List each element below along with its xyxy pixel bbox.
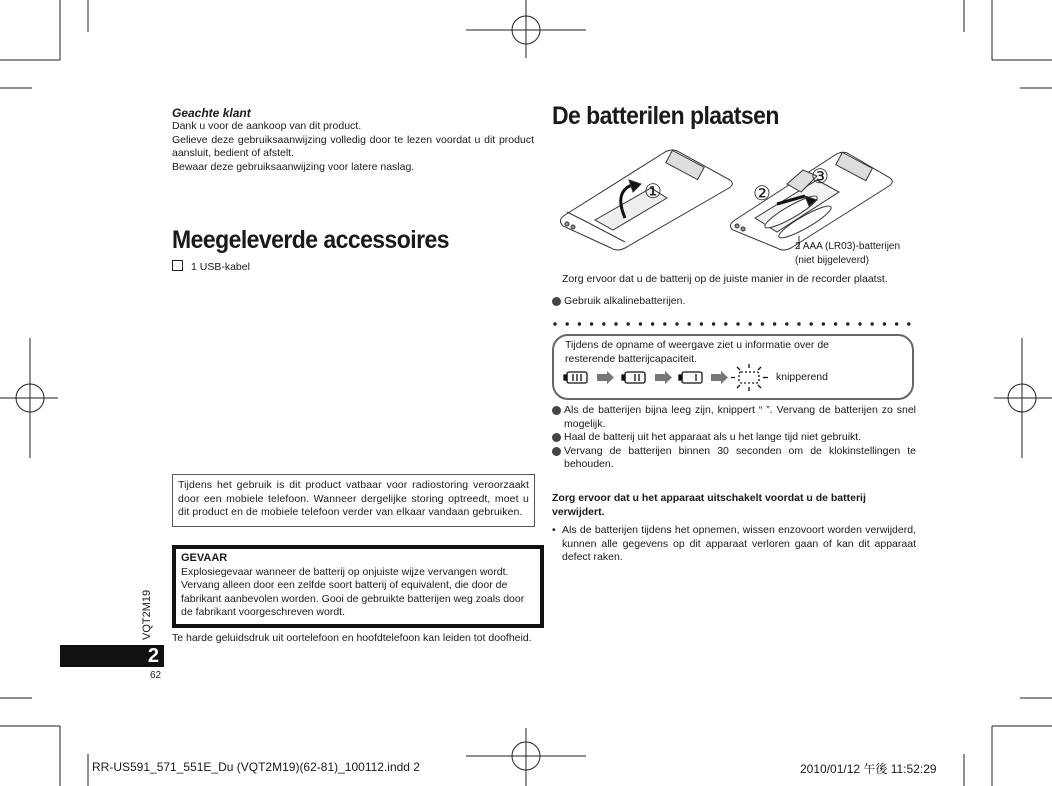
power-off-heading: Zorg ervoor dat u het apparaat uitschakelt voordat u de batterij verwijdert.	[552, 492, 866, 518]
power-off-warning	[552, 492, 916, 565]
tip-remove-battery-text: Haal de batterij uit het apparaat als u het lange tijd niet gebruikt.	[564, 431, 862, 443]
intro-line-1: Dank u voor de aankoop van dit product.	[172, 120, 362, 132]
separator-dot	[895, 322, 898, 325]
step-3-marker: ③	[811, 166, 829, 188]
battery-empty-blinking-icon	[731, 364, 768, 391]
separator-dot	[724, 322, 727, 325]
separator-dot	[566, 322, 569, 325]
battery-type-line-2: (niet bijgeleverd)	[795, 254, 869, 266]
radio-notice-box	[172, 474, 535, 527]
blinking-label: knipperend	[776, 371, 828, 383]
separator-dot	[907, 322, 910, 325]
separator-dot	[736, 322, 739, 325]
tip-low-battery-text: Als de batterijen bijna leeg zijn, knippert “ ”. Vervang de batterijen zo snel mogelijk.	[564, 404, 916, 430]
step-1-marker: ①	[644, 181, 662, 203]
model-code: VQT2M19	[141, 589, 153, 640]
checkbox-icon	[172, 260, 183, 271]
danger-warning-box	[172, 545, 544, 628]
separator-dot	[834, 322, 837, 325]
separator-dot	[639, 322, 642, 325]
danger-text: Explosiegevaar wanneer de batterij op onjuiste wijze vervangen wordt. Vervang alleen door een zelfde soort batterij of equivalent, die door de fabrikant aanbevolen worden. Gooi de gebruikte batterijen weg zoals door de fabrikant voorgeschreven wordt.	[181, 565, 525, 618]
separator-dot	[871, 322, 874, 325]
batteries-title: De batterilen plaatsen	[552, 102, 779, 130]
battery-tips-list	[552, 404, 916, 472]
separator-dot	[846, 322, 849, 325]
tip-replace-time	[552, 445, 916, 472]
battery-caption: Zorg ervoor dat u de batterij op de juiste manier in de recorder plaatst.	[562, 273, 888, 285]
arrow-right-icon-2	[655, 371, 672, 384]
separator-dot	[700, 322, 703, 325]
step-2-marker: ②	[753, 183, 771, 205]
intro-line-2: Gelieve deze gebruiksaanwijzing volledig door te lezen voordat u dit product aansluit, bedient of afstelt.	[172, 133, 534, 159]
separator-dot	[651, 322, 654, 325]
power-off-text: • Als de batterijen tijdens het opnemen, wissen enzovoort worden verwijderd, kunnen alle gegevens op dit apparaat verloren gaan of kan dit apparaat defect raken.	[552, 524, 916, 565]
battery-level-sequence	[563, 364, 773, 392]
separator-dot	[614, 322, 617, 325]
intro-line-3: Bewaar deze gebruiksaanwijzing voor latere naslag.	[172, 160, 415, 173]
danger-title: GEVAAR	[181, 552, 228, 564]
arrow-right-icon-1	[597, 371, 614, 384]
tip-low-battery	[552, 404, 916, 431]
separator-dot	[810, 322, 813, 325]
page-tab: 2	[60, 645, 164, 667]
intro-heading: Geachte klant	[172, 106, 251, 120]
separator-dot	[761, 322, 764, 325]
page-number: 62	[150, 670, 162, 681]
battery-illustration	[555, 140, 895, 255]
separator-dot	[773, 322, 776, 325]
separator-dot	[663, 322, 666, 325]
separator-dot	[883, 322, 886, 325]
tip-remove-battery	[552, 431, 916, 445]
accessory-item-label: 1 USB-kabel	[191, 261, 250, 273]
separator-dot	[858, 322, 861, 325]
tip-replace-time-text: Vervang de batterijen binnen 30 seconden om de klokinstellingen te behouden.	[564, 444, 916, 470]
separator-dot	[578, 322, 581, 325]
separator-dot	[822, 322, 825, 325]
battery-type-line-1: 2 AAA (LR03)-batterijen	[795, 241, 901, 252]
battery-level-text: Tijdens de opname of weergave ziet u informatie over de resterende batterijcapaciteit.	[565, 339, 830, 365]
accessories-title: Meegeleverde accessoires	[172, 226, 450, 254]
separator-dot	[590, 322, 593, 325]
separator-dot	[749, 322, 752, 325]
separator-dot	[797, 322, 800, 325]
separator-dot	[785, 322, 788, 325]
battery-two-bars-icon	[622, 372, 645, 383]
separator-dot	[712, 322, 715, 325]
dotted-separator	[552, 320, 922, 328]
alkaline-bullet-text: Gebruik alkalinebatterijen.	[564, 295, 686, 307]
footer-date: 2010/01/12 午後 11:52:29	[800, 762, 937, 776]
accessory-item	[172, 260, 250, 275]
battery-full-icon	[564, 372, 587, 383]
battery-one-bar-icon	[679, 372, 702, 383]
separator-dot	[675, 322, 678, 325]
arrow-right-icon-3	[711, 371, 728, 384]
separator-dot	[688, 322, 691, 325]
separator-dot	[627, 322, 630, 325]
hearing-warning: Te harde geluidsdruk uit oortelefoon en hoofdtelefoon kan leiden tot doofheid.	[172, 632, 532, 644]
footer-file: RR-US591_571_551E_Du (VQT2M19)(62-81)_100112.indd 2	[92, 760, 420, 774]
alkaline-bullet	[552, 295, 1052, 309]
battery-type-label	[795, 240, 900, 267]
separator-dot	[553, 322, 556, 325]
intro-section	[172, 106, 534, 174]
radio-notice-text: Tijdens het gebruik is dit product vatbaar voor radiostoring veroorzaakt door een mobiele telefoon. Wanneer dergelijke storing optreedt, moet u dit product en de mobiele telefoon verder van elkaar vandaan gebruiken.	[178, 479, 529, 518]
separator-dot	[602, 322, 605, 325]
